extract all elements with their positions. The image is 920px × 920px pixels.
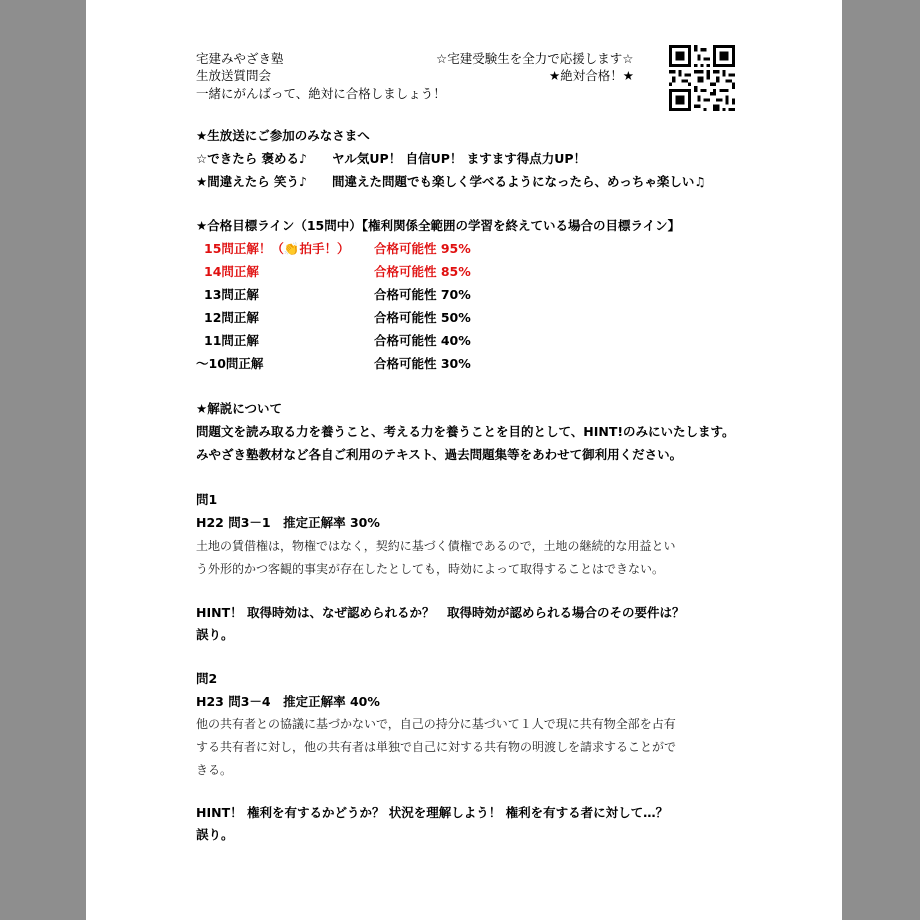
question-1-text-1: 土地の賃借権は，物権ではなく，契約に基づく債権であるので，土地の継続的な用益とい	[196, 539, 676, 553]
intro-line-1: ☆できたら 褒める♪ ヤル気UP！ 自信UP！ ますます得点力UP！	[196, 151, 587, 166]
question-2-text-1: 他の共有者との協議に基づかないで，自己の持分に基づいて１人で現に共有物全部を占有	[196, 717, 676, 731]
header-message: 一緒にがんばって、絶対に合格しましょう！	[196, 86, 446, 101]
target-score-15: 15問正解！（👏拍手！）	[204, 241, 350, 256]
target-heading: ★合格目標ライン（15問中）【権利関係全範囲の学習を終えている場合の目標ライン】	[196, 218, 681, 233]
question-1-answer: 誤り。	[196, 627, 234, 642]
question-1-hint: HINT！ 取得時効は、なぜ認められるか？ 取得時効が認められる場合のその要件は？	[196, 605, 685, 620]
target-score-10: ～10問正解	[196, 356, 264, 371]
target-chance-14: 合格可能性 85%	[374, 264, 471, 279]
explain-line-2: みやざき塾教材など各自ご利用のテキスト、過去問題集等をあわせて御利用ください。	[196, 447, 683, 462]
explain-line-1: 問題文を読み取る力を養うこと、考える力を養うことを目的として、HINT!のみにいたします。	[196, 424, 735, 439]
question-1-text-2: う外形的かつ客観的事実が存在したとしても，時効によって取得することはできない。	[196, 562, 665, 576]
intro-heading: ★生放送にご参加のみなさまへ	[196, 128, 370, 143]
question-2-answer: 誤り。	[196, 827, 234, 842]
target-chance-12: 合格可能性 50%	[374, 310, 471, 325]
intro-line-2: ★間違えたら 笑う♪ 間違えた問題でも楽しく学べるようになったら、めっちゃ楽しい♫	[196, 174, 706, 189]
document-page	[86, 0, 842, 920]
target-score-13: 13問正解	[204, 287, 259, 302]
qr-code-icon	[669, 45, 735, 111]
event-name: 生放送質問会	[196, 68, 272, 83]
question-2-text-3: きる。	[196, 763, 233, 777]
question-2-source: H23 問3－4 推定正解率 40%	[196, 694, 380, 709]
target-chance-15: 合格可能性 95%	[374, 241, 471, 256]
target-score-14: 14問正解	[204, 264, 259, 279]
school-name: 宅建みやざき塾	[196, 51, 284, 66]
target-chance-11: 合格可能性 40%	[374, 333, 471, 348]
target-score-11: 11問正解	[204, 333, 259, 348]
question-2-text-2: する共有者に対し，他の共有者は単独で自己に対する共有物の明渡しを請求することがで	[196, 740, 677, 754]
question-2-number: 問2	[196, 671, 218, 686]
explain-heading: ★解説について	[196, 401, 282, 416]
question-1-number: 問1	[196, 492, 218, 507]
motto: ★絶対合格！★	[549, 68, 634, 83]
question-1-source: H22 問3－1 推定正解率 30%	[196, 515, 380, 530]
target-chance-13: 合格可能性 70%	[374, 287, 471, 302]
target-chance-10: 合格可能性 30%	[374, 356, 471, 371]
tagline: ☆宅建受験生を全力で応援します☆	[436, 51, 634, 66]
question-2-hint: HINT！ 権利を有するかどうか？ 状況を理解しよう！ 権利を有する者に対して…？	[196, 805, 669, 820]
target-score-12: 12問正解	[204, 310, 259, 325]
